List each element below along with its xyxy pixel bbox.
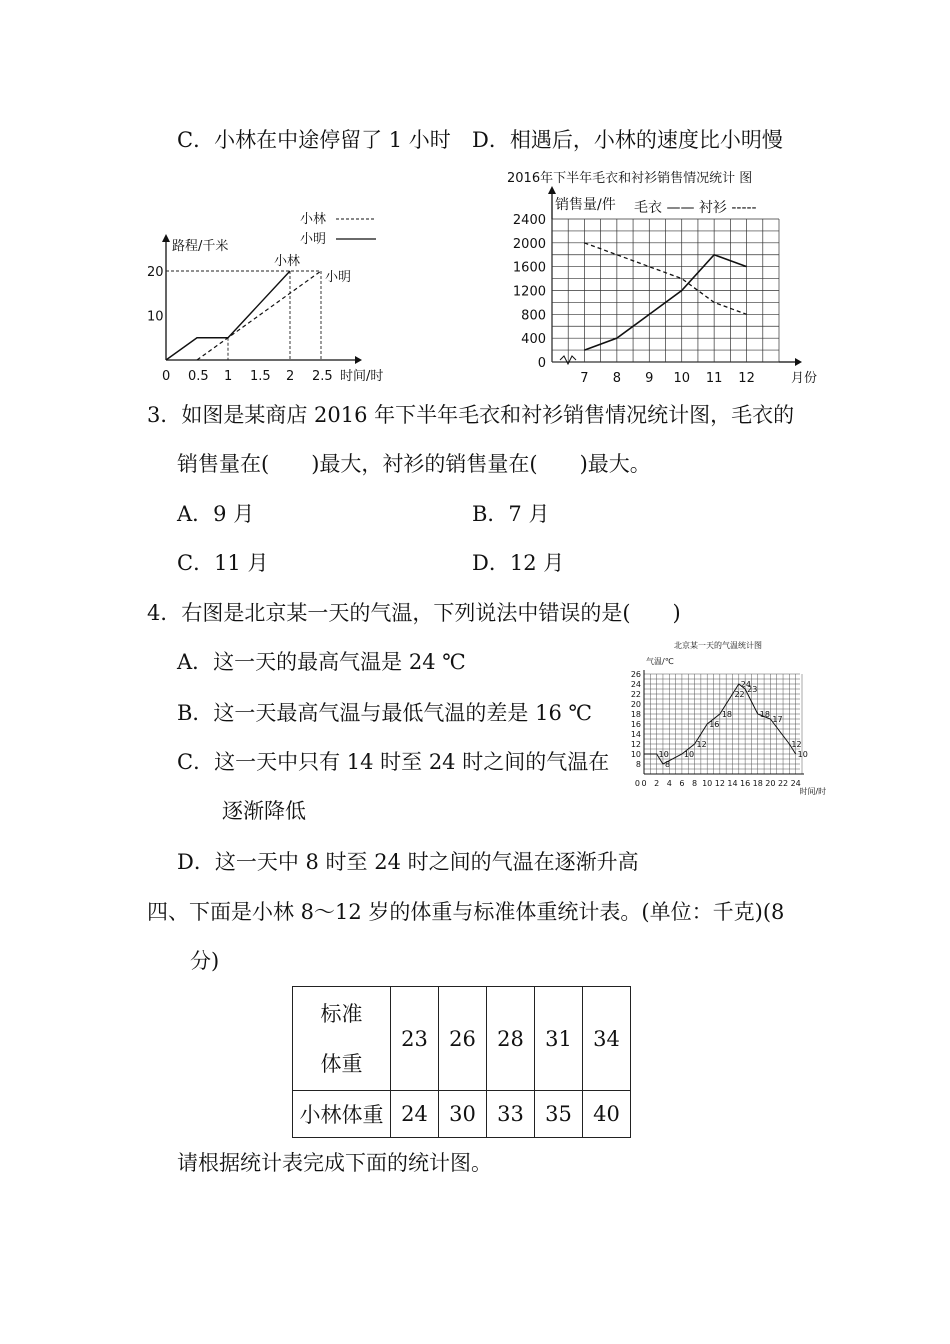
x-tick-label: 2.5 bbox=[312, 369, 333, 384]
table-cell: 24 bbox=[391, 1091, 439, 1138]
section4-instruction: 请根据统计表完成下面的统计图。 bbox=[177, 1151, 492, 1175]
y-axis-label: 气温/℃ bbox=[646, 657, 674, 666]
table-cell: 35 bbox=[535, 1091, 583, 1138]
x-tick-label: 9 bbox=[645, 371, 654, 386]
legend-label: 小林 bbox=[300, 212, 327, 227]
data-label: 10 bbox=[683, 750, 695, 759]
table-cell: 33 bbox=[487, 1091, 535, 1138]
y-tick-label: 10 bbox=[630, 750, 641, 759]
q4-stem: 4．右图是北京某一天的气温，下列说法中错误的是( ) bbox=[147, 601, 681, 625]
legend-text: 毛衣 —— 衬衫 ----- bbox=[634, 200, 757, 216]
route-chart bbox=[140, 200, 400, 390]
x-tick-label: 4 bbox=[666, 779, 672, 788]
y-tick-label: 20 bbox=[630, 700, 641, 709]
x-tick-label: 0.5 bbox=[188, 369, 209, 384]
table-cell: 26 bbox=[439, 987, 487, 1091]
y-tick-label: 400 bbox=[521, 332, 546, 348]
section4-line1: 四、下面是小林 8～12 岁的体重与标准体重统计表。(单位：千克)(8 bbox=[147, 900, 785, 924]
x-tick-label: 18 bbox=[752, 779, 763, 788]
table-cell: 30 bbox=[439, 1091, 487, 1138]
x-axis-arrow bbox=[355, 356, 362, 364]
q3-option-a: A．9 月 bbox=[177, 502, 255, 526]
x-tick-label: 7 bbox=[580, 371, 589, 386]
y-axis-arrow bbox=[548, 186, 556, 194]
sales-chart bbox=[495, 160, 818, 390]
row-label-standard bbox=[293, 987, 391, 1091]
q4-option-c-line2: 逐渐降低 bbox=[222, 799, 306, 823]
y-axis-label: 销售量/件 bbox=[555, 197, 616, 213]
legend-label: 小明 bbox=[300, 232, 327, 247]
y-tick-label: 26 bbox=[630, 670, 641, 679]
row-label-line: 体重 bbox=[320, 1051, 363, 1076]
data-label: 8 bbox=[664, 760, 671, 769]
q2-option-d: D．相遇后，小林的速度比小明慢 bbox=[472, 128, 783, 152]
series-xiaoming-line bbox=[197, 271, 321, 360]
weight-table bbox=[292, 986, 631, 1138]
x-tick-label: 14 bbox=[727, 779, 738, 788]
y-tick-label: 18 bbox=[630, 710, 641, 719]
x-tick-label: 16 bbox=[740, 779, 751, 788]
x-axis-arrow bbox=[795, 358, 802, 366]
data-label: 12 bbox=[696, 740, 707, 749]
table-cell: 34 bbox=[583, 987, 631, 1091]
table-row bbox=[293, 1091, 631, 1138]
y-tick-label: 1600 bbox=[512, 260, 546, 276]
x-axis-label: 月份 bbox=[791, 371, 818, 386]
y-tick-label: 16 bbox=[630, 720, 641, 729]
y-tick-label: 0 bbox=[537, 356, 546, 371]
x-axis-label: 时间/时 bbox=[799, 787, 827, 796]
data-label: 22 bbox=[734, 690, 745, 699]
data-label: 12 bbox=[791, 740, 802, 749]
annotation-xiaolin: 小林 bbox=[274, 254, 301, 269]
q3-option-d: D．12 月 bbox=[472, 551, 565, 575]
x-tick-label: 2 bbox=[654, 779, 660, 788]
x-tick-label: 10 bbox=[702, 779, 713, 788]
q4-option-d: D．这一天中 8 时至 24 时之间的气温在逐渐升高 bbox=[177, 850, 639, 874]
y-axis-arrow bbox=[162, 234, 170, 242]
annotation-xiaoming: 小明 bbox=[325, 270, 352, 285]
q3-stem-2: 销售量在( )最大，衬衫的销售量在( )最大。 bbox=[177, 452, 651, 476]
table-row bbox=[293, 987, 631, 1091]
y-tick-label: 800 bbox=[521, 308, 546, 324]
x-tick-label: 11 bbox=[705, 371, 723, 386]
table-cell: 23 bbox=[391, 987, 439, 1091]
chart-title: 2016年下半年毛衣和衬衫销售情况统计 图 bbox=[507, 171, 753, 186]
x-tick-label: 20 bbox=[765, 779, 776, 788]
y-tick-label: 20 bbox=[147, 265, 164, 280]
x-tick-label: 24 bbox=[790, 779, 801, 788]
x-tick-label: 8 bbox=[692, 779, 698, 788]
y-tick-label: 1200 bbox=[512, 284, 546, 300]
y-tick-label: 2000 bbox=[512, 236, 546, 252]
x-tick-label: 0 bbox=[162, 369, 171, 384]
table-cell: 28 bbox=[487, 987, 535, 1091]
q3-option-b: B．7 月 bbox=[472, 502, 550, 526]
y-tick-label: 14 bbox=[630, 730, 641, 739]
x-tick-label: 1 bbox=[224, 369, 233, 384]
data-label: 18 bbox=[721, 710, 733, 719]
x-axis-label: 时间/时 bbox=[340, 369, 384, 384]
y-tick-label: 24 bbox=[630, 680, 641, 689]
x-tick-label: 2 bbox=[286, 369, 295, 384]
section4-line2: 分) bbox=[190, 949, 220, 973]
data-label: 17 bbox=[772, 715, 783, 724]
q2-option-c: C．小林在中途停留了 1 小时 bbox=[177, 128, 451, 152]
y-tick-label: 22 bbox=[630, 690, 641, 699]
y-axis-label: 路程/千米 bbox=[172, 239, 229, 254]
data-label: 18 bbox=[759, 710, 770, 719]
y-tick-label: 10 bbox=[147, 309, 164, 325]
series-xiaolin-line bbox=[166, 271, 290, 360]
x-tick-label: 12 bbox=[738, 371, 755, 386]
y-tick-label: 8 bbox=[635, 760, 641, 769]
x-tick-label: 10 bbox=[673, 371, 690, 386]
q3-option-c: C．11 月 bbox=[177, 551, 269, 575]
x-tick-label: 8 bbox=[612, 371, 621, 386]
x-tick-label: 0 bbox=[641, 779, 647, 788]
table-cell: 31 bbox=[535, 987, 583, 1091]
row-label-line: 标准 bbox=[320, 1001, 363, 1026]
chart-title: 北京某一天的气温统计图 bbox=[674, 641, 762, 650]
q4-option-c-line1: C．这一天中只有 14 时至 24 时之间的气温在 bbox=[177, 750, 610, 774]
data-label: 16 bbox=[709, 720, 720, 729]
data-label: 23 bbox=[747, 685, 758, 694]
x-tick-label: 12 bbox=[714, 779, 725, 788]
y-tick-label: 2400 bbox=[512, 213, 546, 228]
table-cell: 40 bbox=[583, 1091, 631, 1138]
row-label-xiaolin: 小林体重 bbox=[293, 1091, 391, 1138]
data-label: 10 bbox=[797, 750, 808, 759]
data-label: 24 bbox=[740, 680, 751, 689]
q3-stem-1: 3．如图是某商店 2016 年下半年毛衣和衬衫销售情况统计图，毛衣的 bbox=[147, 403, 795, 427]
temperature-chart bbox=[628, 634, 827, 802]
q4-option-a: A．这一天的最高气温是 24 ℃ bbox=[177, 650, 466, 674]
data-label: 10 bbox=[658, 750, 669, 759]
x-tick-label: 1.5 bbox=[250, 369, 271, 384]
y-tick-label: 12 bbox=[630, 740, 641, 749]
x-tick-label: 22 bbox=[777, 779, 789, 788]
x-tick-label: 6 bbox=[679, 779, 685, 788]
q4-option-b: B．这一天最高气温与最低气温的差是 16 ℃ bbox=[177, 701, 592, 725]
origin-label: 0 bbox=[634, 779, 640, 788]
